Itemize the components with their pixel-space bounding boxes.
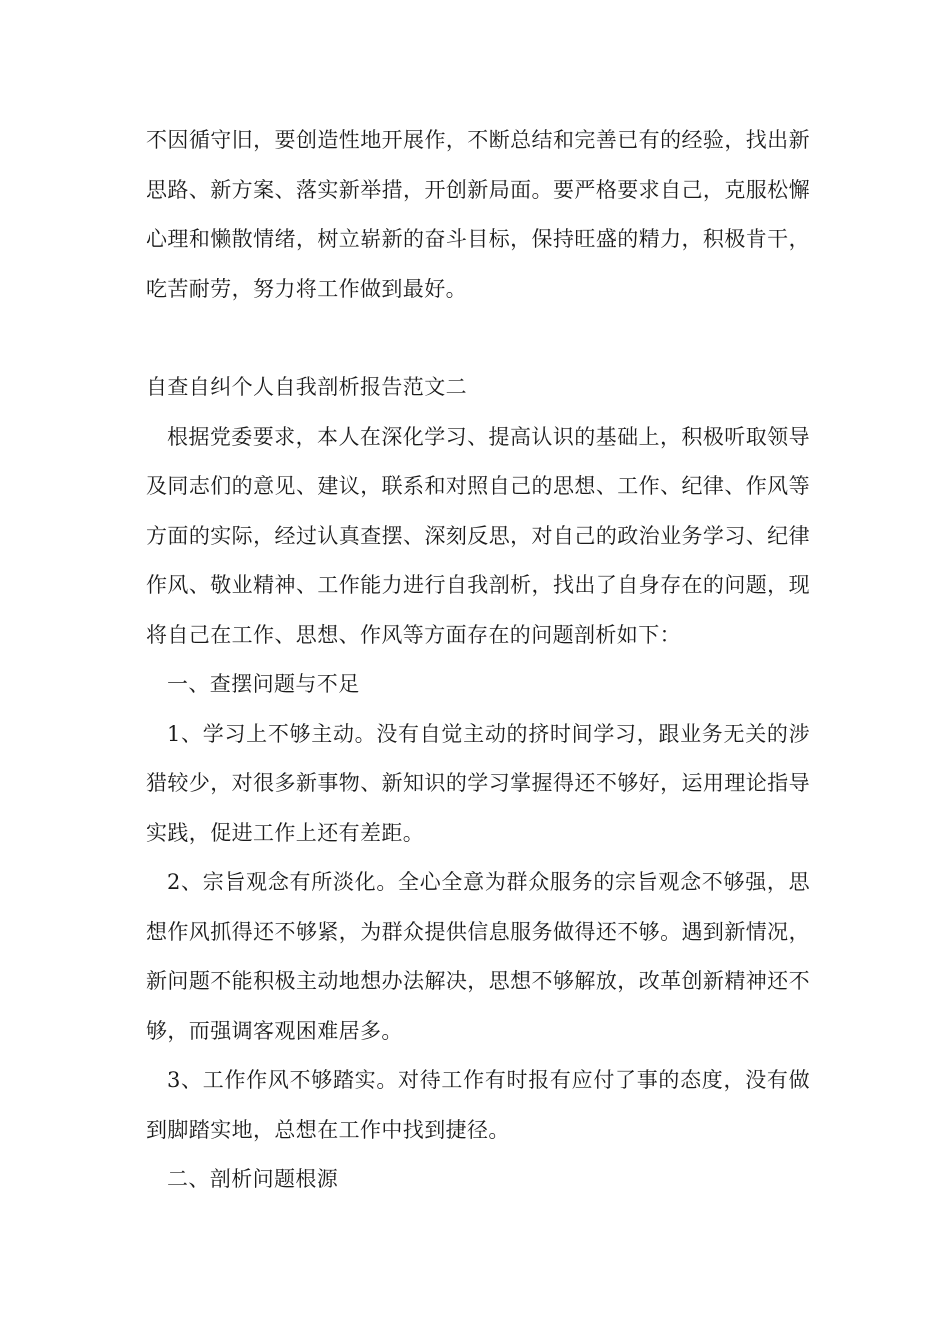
section-title: 自查自纠个人自我剖析报告范文二	[146, 375, 467, 399]
body-paragraph-item-1: 1、学习上不够主动。没有自觉主动的挤时间学习，跟业务无关的涉猎较少，对很多新事物、新知识的学习掌握得还不够好，运用理论指导实践，促进工作上还有差距。	[146, 721, 810, 845]
heading-problems: 一、查摆问题与不足	[167, 672, 360, 696]
intro-paragraph: 不因循守旧，要创造性地开展作，不断总结和完善已有的经验，找出新思路、新方案、落实新举措，开创新局面。要严格要求自己，克服松懈心理和懒散情绪，树立崭新的奋斗目标，保持旺盛的精力，积极肯干，吃苦耐劳，努力将工作做到最好。	[146, 128, 810, 301]
body-paragraph-intro: 根据党委要求，本人在深化学习、提高认识的基础上，积极听取领导及同志们的意见、建议，联系和对照自己的思想、工作、纪律、作风等方面的实际，经过认真查摆、深刻反思，对自己的政治业务学习、纪律作风、敬业精神、工作能力进行自我剖析，找出了自身存在的问题，现将自己在工作、思想、作风等方面存在的问题剖析如下：	[146, 424, 810, 647]
body-paragraph-item-3: 3、工作作风不够踏实。对待工作有时报有应付了事的态度，没有做到脚踏实地，总想在工作中找到捷径。	[146, 1068, 810, 1142]
body-paragraph-item-2: 2、宗旨观念有所淡化。全心全意为群众服务的宗旨观念不够强，思想作风抓得还不够紧，为群众提供信息服务做得还不够。遇到新情况，新问题不能积极主动地想办法解决，思想不够解放，改革创新精神还不够，而强调客观困难居多。	[146, 870, 810, 1043]
heading-root-causes: 二、剖析问题根源	[167, 1167, 339, 1191]
document-page	[146, 116, 810, 1205]
